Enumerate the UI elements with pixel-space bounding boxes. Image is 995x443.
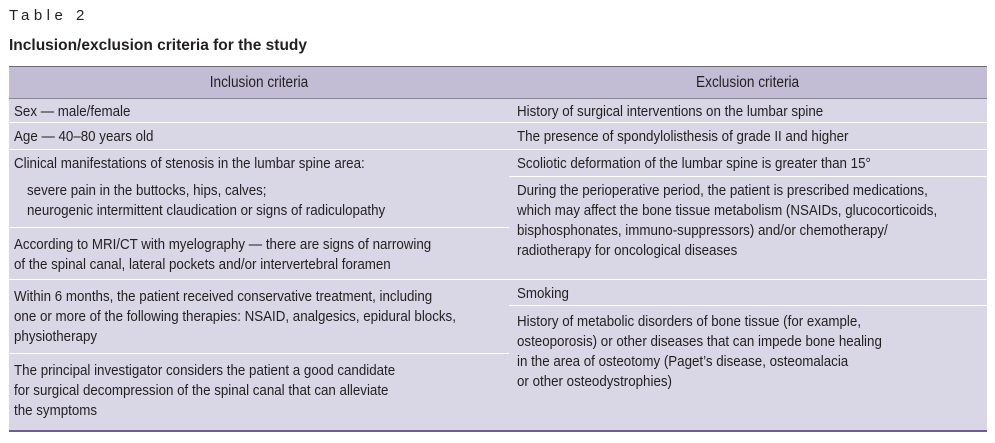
- exclusion-row: [509, 123, 987, 150]
- header-inclusion-criteria: [9, 67, 509, 98]
- inclusion-cell-text: Clinical manifestations of stenosis in the lumbar spine area:: [14, 156, 365, 172]
- exclusion-cell-text: History of surgical interventions on the lumbar spine: [517, 104, 824, 120]
- inclusion-row: [9, 150, 509, 177]
- exclusion-row: [509, 280, 987, 306]
- inclusion-row: [9, 99, 509, 123]
- table-title: Inclusion/exclusion criteria for the study: [9, 37, 308, 54]
- exclusion-row: [509, 99, 987, 123]
- inclusion-row: [9, 280, 509, 354]
- header-exclusion-label: Exclusion criteria: [696, 74, 800, 91]
- inclusion-column: [9, 99, 509, 430]
- inclusion-row: [9, 354, 509, 431]
- header-inclusion-label: Inclusion criteria: [209, 74, 309, 91]
- inclusion-cell-text: The principal investigator considers the patient a good candidate for surgical decompression of the spinal canal that can alleviate the symptoms: [14, 363, 396, 419]
- inclusion-row: [9, 177, 509, 228]
- exclusion-column: [509, 99, 987, 430]
- criteria-table: [9, 66, 987, 432]
- exclusion-row: [509, 177, 987, 280]
- exclusion-row: [509, 150, 987, 177]
- table-header-row: [9, 67, 987, 99]
- exclusion-cell-text: History of metabolic disorders of bone tissue (for example, osteoporosis) or other diseases that can impede bone healing in the area of osteotomy (Paget’s disease, osteomalacia or other osteodystrophies): [517, 314, 882, 390]
- inclusion-cell-text: Within 6 months, the patient received conservative treatment, including one or more of the following therapies: NSAID, analgesics, epidural blocks, physiotherapy: [14, 289, 456, 345]
- inclusion-cell-text: Age — 40–80 years old: [14, 129, 154, 145]
- exclusion-row: [509, 306, 987, 431]
- exclusion-cell-text: Scoliotic deformation of the lumbar spine is greater than 15°: [517, 156, 871, 172]
- table-label: Table 2: [9, 7, 89, 24]
- inclusion-cell-text: severe pain in the buttocks, hips, calves; neurogenic intermittent claudication or signs of radiculopathy: [27, 183, 386, 219]
- exclusion-cell-text: The presence of spondylolisthesis of grade II and higher: [517, 129, 849, 145]
- header-exclusion-criteria: [509, 67, 987, 98]
- exclusion-cell-text: Smoking: [517, 286, 569, 302]
- inclusion-cell-text: Sex — male/female: [14, 104, 131, 120]
- exclusion-cell-text: During the perioperative period, the patient is prescribed medications, which may affect the bone tissue metabolism (NSAIDs, glucocorticoids, bisphosphonates, immuno-suppressors) and/or chemotherapy/ radiotherapy for oncological diseases: [517, 183, 938, 259]
- inclusion-row: [9, 123, 509, 150]
- inclusion-row: [9, 228, 509, 280]
- inclusion-cell-text: According to MRI/CT with myelography — there are signs of narrowing of the spinal canal, lateral pockets and/or intervertebral foramen: [14, 237, 432, 273]
